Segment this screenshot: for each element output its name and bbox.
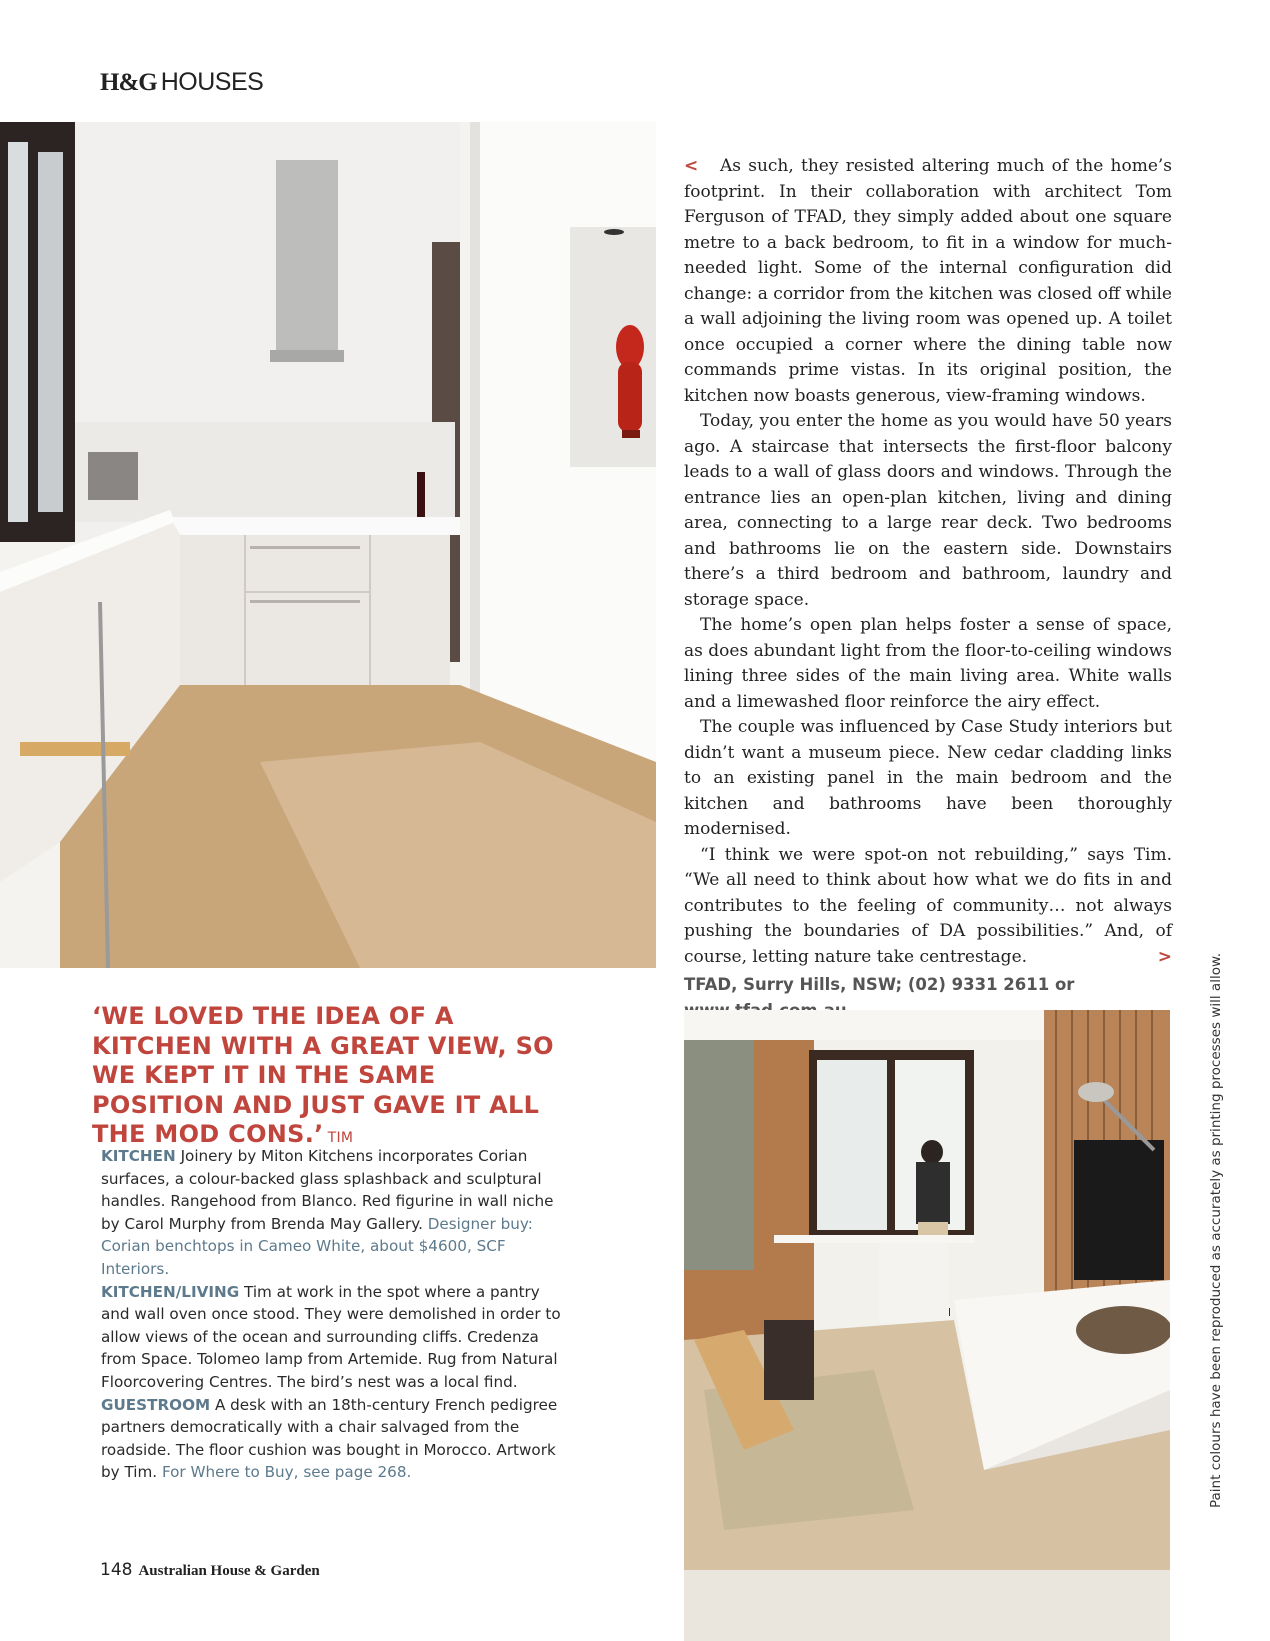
designer-buy-label: Designer buy:	[427, 1214, 533, 1233]
kitchen-photo	[0, 122, 656, 968]
pull-quote-attribution: TIM	[327, 1130, 354, 1146]
page-number: 148	[100, 1560, 133, 1580]
caption-heading: KITCHEN/LIVING	[101, 1282, 240, 1301]
section-header	[100, 68, 263, 97]
where-to-buy-link[interactable]: For Where to Buy, see page 268.	[161, 1463, 412, 1482]
caption-kitchen: KITCHEN Joinery by Miton Kitchens incorporates Corian surfaces, a colour-backed glass splashback and sculptural handles. Rangehood from Blanco. Red figurine in wall niche by Carol Murphy from Brenda May Gallery. Designer buy: Corian benchtops in Cameo White, about $4600, SCF Interiors.	[101, 1147, 554, 1278]
continue-from-icon: <	[684, 156, 699, 176]
designer-buy-text: Corian benchtops in Cameo White, about $4600, SCF Interiors.	[101, 1237, 506, 1278]
photo-captions	[101, 1145, 571, 1484]
section-title: HOUSES	[160, 68, 264, 96]
pull-quote-text: ‘WE LOVED THE IDEA OF A KITCHEN WITH A GREAT VIEW, SO WE KEPT IT IN THE SAME POSITION AND JUST GAVE IT ALL THE MOD CONS.’	[92, 1002, 554, 1148]
article-paragraph: “I think we were spot-on not rebuilding,” says Tim. “We all need to think about how what we do fits in and contributes to the feeling of community… not always pushing the boundaries of DA possibilities.” And, of course, letting nature take centrestage. >	[684, 843, 1172, 971]
article-paragraph: The home’s open plan helps foster a sense of space, as does abundant light from the floor-to-ceiling windows lining three sides of the main living area. White walls and a limewashed floor reinforce the airy effect.	[684, 615, 1172, 712]
article-paragraph: Today, you enter the home as you would have 50 years ago. A staircase that intersects the first-floor balcony leads to a wall of glass doors and windows. Through the entrance lies an open-plan kitchen, living and dining area, connecting to a large rear deck. Two bedrooms and bathrooms lie on the eastern side. Downstairs there’s a third bedroom and bathroom, laundry and storage space.	[684, 411, 1172, 610]
end-mark-icon: >	[1157, 946, 1172, 967]
article-paragraph: < As such, they resisted altering much of the home’s footprint. In their collaboration with architect Tom Ferguson of TFAD, they simply added about one square metre to a back bedroom, to fit in a window for much-needed light. Some of the internal configuration did change: a corridor from the kitchen was closed off while a wall adjoining the living room was opened up. A toilet once occupied a corner where the dining table now commands prime vistas. In its original position, the kitchen now boasts generous, view-framing windows.	[684, 156, 1173, 406]
caption-guestroom: GUESTROOM A desk with an 18th-century French pedigree partners democratically with a chair salvaged from the roadside. The floor cushion was bought in Morocco. Artwork by Tim. For Where to Buy, see page 268.	[101, 1395, 558, 1482]
pull-quote	[92, 1002, 572, 1154]
magazine-name: Australian House & Garden	[138, 1563, 320, 1579]
article-body	[684, 154, 1172, 1024]
article-paragraph: The couple was influenced by Case Study interiors but didn’t want a museum piece. New cedar cladding links to an existing panel in the main bedroom and the kitchen and bathrooms have been thoroughly modernised.	[684, 717, 1172, 839]
printing-notice: Paint colours have been reproduced as accurately as printing processes will allow.	[1208, 952, 1224, 1508]
caption-kitchen-living: KITCHEN/LIVING Tim at work in the spot where a pantry and wall oven once stood. They were demolished in order to allow views of the ocean and surrounding cliffs. Credenza from Space. Tolomeo lamp from Artemide. Rug from Natural Floorcovering Centres. The bird’s nest was a local find.	[101, 1282, 561, 1391]
architect-credit: TFAD, Surry Hills, NSW; (02) 9331 2611 or	[684, 975, 1075, 994]
brand-mark: H&G	[100, 69, 157, 96]
caption-heading: KITCHEN	[101, 1147, 176, 1165]
living-guestroom-photo	[684, 1010, 1170, 1641]
page-footer	[100, 1560, 320, 1580]
caption-heading: GUESTROOM	[101, 1395, 211, 1414]
